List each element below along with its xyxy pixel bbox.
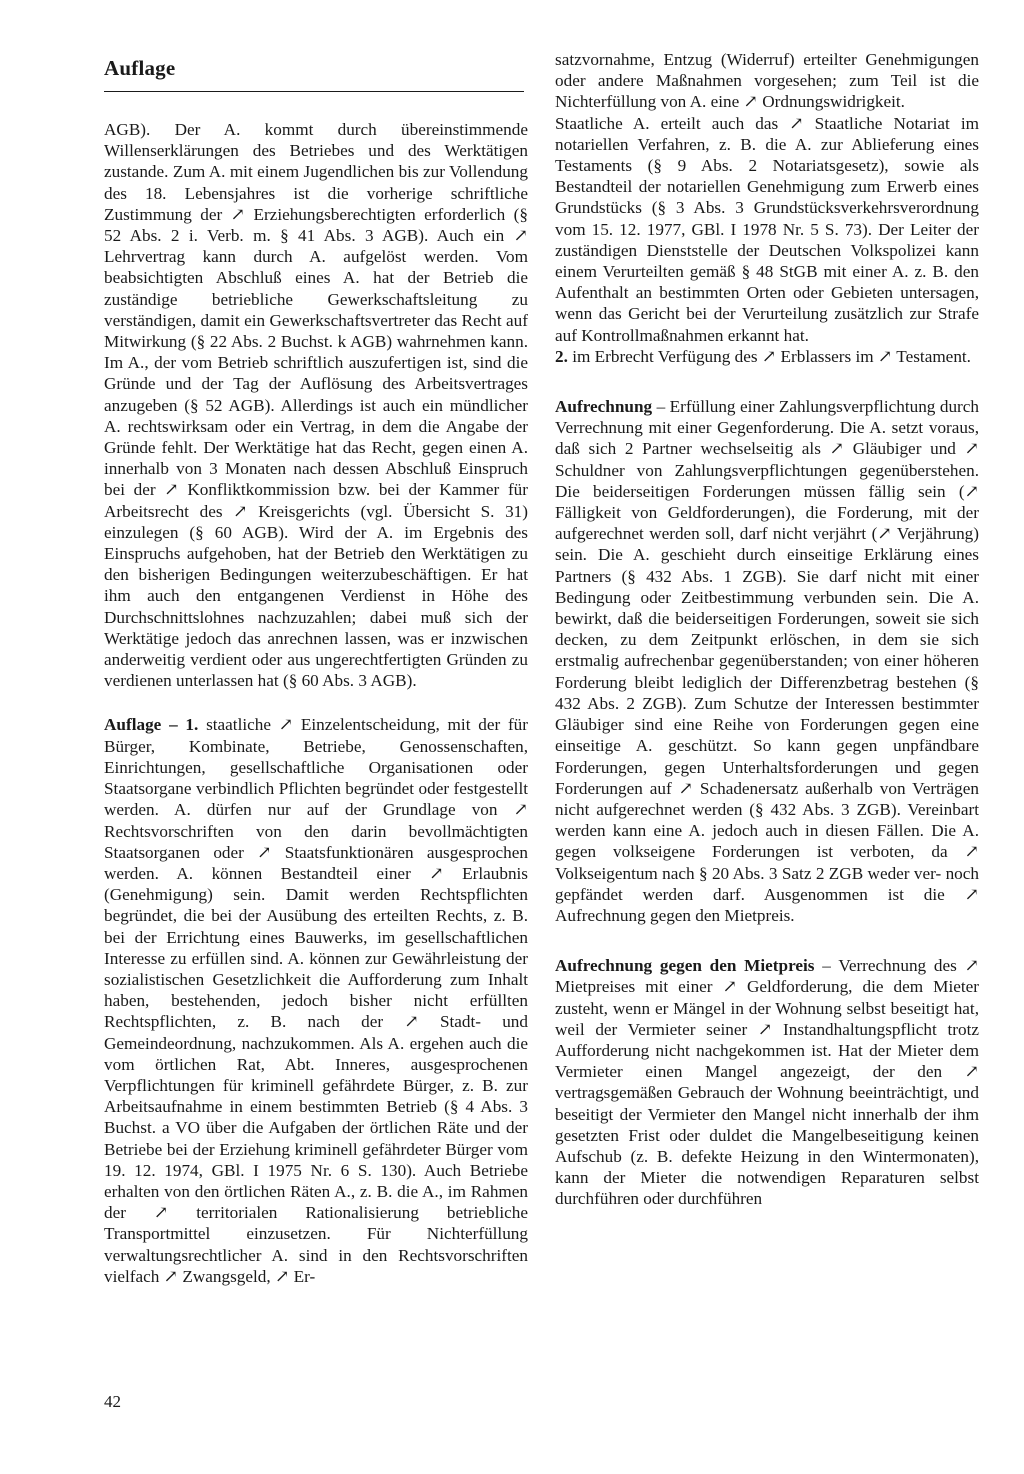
entry-dash: – bbox=[652, 397, 670, 417]
entry-text: staatliche ↗ Einzelentscheidung, mit der für Bürger, Kombinate, Betriebe, Genossenschaften, Einrichtungen, gesellschaftliche Organisationen oder Staatsorgane verbindlich Pflichten begründet oder festgestellt werden. A. dürfen nur auf der Grundlage von ↗ Rechtsvorschriften von den darin bevollmächtigten Staatsorganen oder ↗ Staatsfunktionären ausgesprochen werden. A. können Bestandteil einer ↗ Erlaubnis (Genehmigung) sein. Damit werden Rechtspflichten begründet, die bei der Ausübung des erteilten Rechts, z. B. bei der Errichtung eines Bauwerks, im gesellschaftlichen Interesse zu erfüllen sind. A. können zur Gewährleistung der sozialistischen Gesetzlichkeit die Aufforderung zum Inhalt haben, bestehenden, jedoch bisher nicht erfüllten Rechtspflichten, z. B. nach der ↗ Stadt- und Gemeindeordnung, nachzukommen. Als A. ergehen auch die vom örtlichen Rat, Abt. Inneres, ausgesprochenen Verpflichtungen für kriminell gefährdete Bürger, z. B. zur Arbeitsaufnahme in einem bestimmten Betrieb (§ 4 Abs. 3 Buchst. a VO über die Aufgaben der örtlichen Räte und der Betriebe bei der Erziehung kriminell gefährdeter Bürger vom 19. 12. 1974, GBl. I 1975 Nr. 6 S. 130). Auch Betriebe erhalten von den örtlichen Räten A., z. B. die A., im Rahmen der ↗ territorialen Rationalisierung betriebliche Transportmittel einzusetzen. Für Nichterfüllung verwaltungsrechtlicher A. sind in den Rechtsvorschriften vielfach ↗ Zwangsgeld, ↗ Er- bbox=[104, 715, 528, 1286]
page-header-title: Auflage bbox=[104, 56, 176, 80]
entry-aufrechnung bbox=[555, 396, 979, 926]
paragraph-gap bbox=[555, 926, 979, 955]
left-column bbox=[104, 119, 528, 1287]
entry-auflage bbox=[104, 714, 528, 1286]
sense-text: im Erbrecht Verfügung des ↗ Erblassers im ↗ Testament. bbox=[567, 346, 971, 366]
sense-number: 1. bbox=[185, 715, 199, 735]
intro-paragraph: AGB). Der A. kommt durch übereinstimmende Willenserklärungen des Betriebes und des Werktätigen zustande. Zum A. mit einem Jugendlichen bis zur Vollendung des 18. Lebensjahres ist die vorherige schriftliche Zustimmung der ↗ Erziehungsberechtigten erforderlich (§ 52 Abs. 2 i. Verb. m. § 41 Abs. 3 AGB). Auch ein ↗ Lehrvertrag kann durch A. aufgelöst werden. Vom beabsichtigten Abschluß eines A. hat der Betrieb die zuständige betriebliche Gewerkschaftsleitung zu verständigen, damit ein Gewerkschaftsvertreter das Recht auf Mitwirkung (§ 22 Abs. 2 Buchst. k AGB) wahrnehmen kann. Im A., der vom Betrieb schriftlich auszufertigen ist, sind die Gründe und der Tag der Auflösung des Arbeitsvertrages anzugeben (§ 52 AGB). Allerdings ist auch ein mündlicher A. rechtswirksam oder ein Vertrag, in dem die Angabe der Gründe fehlt. Der Werktätige hat das Recht, gegen einen A. innerhalb von 3 Monaten nach dessen Abschluß Einspruch bei der ↗ Konfliktkommission bzw. bei der Kammer für Arbeitsrecht des ↗ Kreisgerichts (vgl. Übersicht S. 31) einzulegen (§ 60 AGB). Wird der A. im Ergebnis des Einspruchs aufgehoben, hat der Betrieb den Werktätigen zu den bisherigen Bedingungen weiterzubeschäftigen. Er hat ihm auch den entgangenen Verdienst in Höhe des Durchschnittslohnes nachzuzahlen; dabei muß sich der Werktätige jedoch das anrechnen lassen, was er inzwischen anderweitig verdient oder aus ungerechtfertigten Gründen zu verdienen unterlassen hat (§ 60 Abs. 3 AGB). bbox=[104, 120, 528, 691]
page-number: 42 bbox=[104, 1392, 121, 1411]
entry-term: Auflage bbox=[104, 715, 162, 735]
entry-dash: – bbox=[161, 715, 186, 735]
sense-two-paragraph bbox=[555, 346, 979, 367]
sense-number: 2. bbox=[555, 346, 568, 366]
right-column bbox=[555, 49, 979, 1210]
paragraph-gap bbox=[555, 367, 979, 396]
entry-dash: – bbox=[814, 956, 839, 976]
entry-term: Aufrechnung bbox=[555, 397, 653, 417]
notariat-paragraph: Staatliche A. erteilt auch das ↗ Staatliche Notariat im notariellen Verfahren, z. B. die A. zur Ablieferung eines Testaments (§ 9 Abs. 2 Notariatsgesetz), sowie als Bestandteil der notariellen Genehmigung zum Erwerb eines Grundstücks (§ 3 Abs. 3 Grundstücksverkehrsverordnung vom 15. 12. 1977, GBl. I 1978 Nr. 5 S. 73). Der Leiter der zuständigen Dienststelle der Deutschen Volkspolizei kann einem Verurteilten gemäß § 48 StGB mit einer A. z. B. den Aufenthalt an bestimmten Orten oder Gebieten untersagen, wenn das Gericht bei der Verurteilung zusätzlich zur Strafe auf Kontrollmaßnahmen erkannt hat. bbox=[555, 113, 979, 345]
entry-term: Aufrechnung gegen den Mietpreis bbox=[555, 956, 815, 976]
header-rule bbox=[104, 91, 524, 92]
entry-aufrechnung-mietpreis bbox=[555, 955, 979, 1209]
entry-text: Verrechnung des ↗ Mietpreises mit einer ↗ Geldforderung, die dem Mieter zusteht, wenn er Mängel in der Wohnung selbst beseitigt hat, weil der Vermieter seiner ↗ Instandhaltungspflicht trotz Aufforderung nicht nachgekommen ist. Hat der Mieter dem Vermieter einen Mangel angezeigt, der den ↗ vertragsgemäßen Gebrauch der Wohnung beeinträchtigt, und beseitigt der Vermieter den Mangel nicht innerhalb der ihm gesetzten Frist oder duldet die Mangelbeseitigung keinen Aufschub (z. B. defekte Heizung in den Wintermonaten), kann der Mieter die notwendigen Reparaturen selbst durchführen oder durchführen bbox=[555, 956, 979, 1209]
continuation-paragraph: satzvornahme, Entzug (Widerruf) erteilter Genehmigungen oder andere Maßnahmen vorgesehen; zum Teil ist die Nichterfüllung von A. eine ↗ Ordnungswidrigkeit. bbox=[555, 50, 979, 112]
paragraph-gap bbox=[104, 691, 528, 714]
entry-text: Erfüllung einer Zahlungsverpflichtung durch Verrechnung mit einer Gegenforderung. Die A. setzt voraus, daß sich 2 Partner wechselseitig als ↗ Gläubiger und ↗ Schuldner von Zahlungsverpflichtungen gegenüberstehen. Die beiderseitigen Forderungen müssen fällig sein (↗ Fälligkeit von Geldforderungen), die Forderung, mit der aufgerechnet werden soll, darf nicht verjährt (↗ Verjährung) sein. Die A. geschieht durch einseitige Erklärung eines Partners (§ 432 Abs. 1 ZGB). Sie darf nicht mit einer Bedingung oder Zeitbestimmung verbunden sein. Die A. bewirkt, daß die beiderseitigen Forderungen, soweit sie sich decken, zu dem Zeitpunkt erlöschen, in dem sie sich erstmalig aufrechenbar gegenüberstanden; von einer höheren Forderung bleibt lediglich der Differenzbetrag bestehen (§ 432 Abs. 2 ZGB). Zum Schutze der Interessen bestimmter Gläubiger sind eine Reihe von Forderungen gegen eine einseitige A. geschützt. So kann gegen unpfändbare Forderungen, gegen Unterhaltsforderungen und gegen Forderungen auf ↗ Schadenersatz außerhalb von Verträgen nicht aufgerechnet werden (§ 432 Abs. 3 ZGB). Vereinbart werden kann eine A. jedoch auch in diesen Fällen. Die A. gegen volkseigene Forderungen ist verboten, da ↗ Volkseigentum nach § 20 Abs. 3 Satz 2 ZGB weder ver- noch gepfändet werden darf. Ausgenommen ist die ↗ Aufrechnung gegen den Mietpreis. bbox=[555, 397, 979, 925]
